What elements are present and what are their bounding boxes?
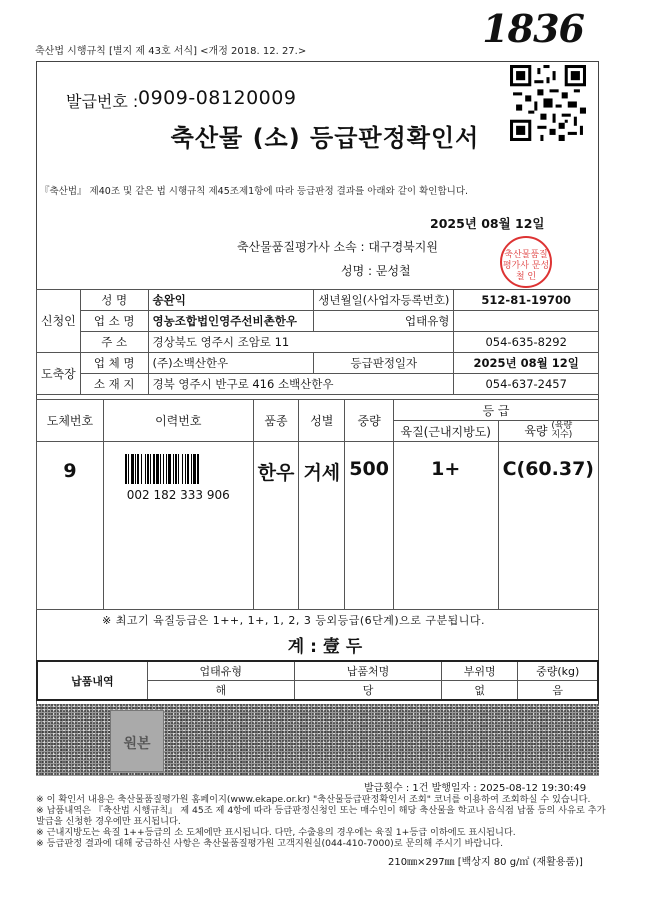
location-label: 소 재 지 xyxy=(80,374,148,395)
delivery-label: 납품내역 xyxy=(37,661,147,700)
barcode-bar xyxy=(153,454,155,484)
delivery-header-type: 업태유형 xyxy=(147,661,294,681)
breed-header: 품종 xyxy=(253,400,299,442)
grade-note: ※ 최고기 육질등급은 1++, 1+, 1, 2, 3 등외등급(6단계)으로 구분됩니다. xyxy=(102,614,486,627)
barcode-bar xyxy=(125,454,127,484)
yield-grade-header: 육량 (육량 지수) xyxy=(498,421,598,442)
delivery-table xyxy=(36,660,599,701)
company-name-label: 업 체 명 xyxy=(80,353,148,374)
delivery-header-weight: 중량(kg) xyxy=(518,661,598,681)
footnote: ※ 이 확인서 내용은 축산물품질평가원 홈페이지(www.ekape.or.kr) "축산물등급판정확인서 조회" 코너를 이용하여 조회하실 수 있습니다. xyxy=(36,794,591,805)
business-name-label: 업 소 명 xyxy=(80,311,148,332)
delivery-header-recipient: 납품처명 xyxy=(294,661,441,681)
issue-number-label: 발급번호 : xyxy=(66,92,139,111)
quality-grade-header: 육질(근내지방도) xyxy=(393,421,498,442)
footnote: ※ 등급판정 결과에 대해 궁금하신 사항은 축산물품질평가원 고객지원실(044-410-7000)로 문의해 주시기 바랍니다. xyxy=(36,838,504,849)
trace-number-header: 이력번호 xyxy=(103,400,253,442)
slaughterhouse-name: (주)소백산한우 xyxy=(148,353,314,374)
footnote: ※ 근내지방도는 육질 1++등급의 소 도체에만 표시됩니다. 다만, 수출용의 경우에는 육질 1+등급 이하에도 표시됩니다. xyxy=(36,827,516,838)
paper-spec: 210㎜×297㎜ [백상지 80 g/㎡ (재활용품)] xyxy=(388,857,583,868)
barcode-bar xyxy=(187,454,189,484)
yield-grade: C(60.37) xyxy=(498,442,598,610)
barcode-bar xyxy=(185,454,186,484)
barcode-bar xyxy=(173,454,174,484)
official-seal: 축산물품질평가사 문성철 인 xyxy=(500,236,552,288)
name-label: 성 명 xyxy=(80,290,148,311)
barcode-icon xyxy=(123,454,233,484)
barcode-bar xyxy=(128,454,129,484)
delivery-cell: 음 xyxy=(518,681,598,701)
birth-label: 생년월일(사업자등록번호) xyxy=(314,290,454,311)
business-type-label: 업태유형 xyxy=(314,311,454,332)
yield-label: 육량 xyxy=(524,423,548,438)
applicant-section-label: 신청인 xyxy=(37,290,81,353)
barcode-bar xyxy=(147,454,149,484)
business-type xyxy=(454,311,599,332)
barcode-bar xyxy=(193,454,196,484)
delivery-cell: 당 xyxy=(294,681,441,701)
sex: 거세 xyxy=(299,442,345,610)
applicant-address: 경상북도 영주시 조암로 11 xyxy=(148,332,454,353)
carcass-id-header: 도체번호 xyxy=(37,400,104,442)
original-stamp-text: 원본 xyxy=(123,736,151,752)
grading-date-label: 등급판정일자 xyxy=(314,353,454,374)
barcode-bar xyxy=(156,454,159,484)
barcode-bar xyxy=(191,454,192,484)
delivery-header-part: 부위명 xyxy=(442,661,518,681)
breed: 한우 xyxy=(253,442,299,610)
delivery-cell: 없 xyxy=(442,681,518,701)
barcode-bar xyxy=(166,454,167,484)
barcode-bar xyxy=(135,454,136,484)
barcode-bar xyxy=(163,454,164,484)
trace-cell xyxy=(103,442,253,610)
form-reference: 축산법 시행규칙 [별지 제 43호 서식] <개정 2018. 12. 27.> xyxy=(35,46,307,57)
quality-grade: 1+ xyxy=(393,442,498,610)
address-label: 주 소 xyxy=(80,332,148,353)
issue-date: 2025년 08월 12일 xyxy=(430,216,545,231)
grading-table xyxy=(36,399,599,610)
applicant-phone: 054-635-8292 xyxy=(454,332,599,353)
yield-index-label-2: 지수 xyxy=(551,430,569,441)
legal-statement: 『축산법』 제40조 및 같은 법 시행규칙 제45조제1항에 따라 등급판정 결과를 아래와 같이 확인합니다. xyxy=(40,186,469,197)
business-reg-number: 512-81-19700 xyxy=(454,290,599,311)
applicant-name: 송완익 xyxy=(148,290,314,311)
weight-header: 중량 xyxy=(345,400,394,442)
barcode-bar xyxy=(168,454,171,484)
weight: 500 xyxy=(345,442,394,610)
original-stamp xyxy=(110,710,164,772)
slaughterhouse-address: 경북 영주시 반구로 416 소백산한우 xyxy=(148,374,454,395)
barcode-bar xyxy=(160,454,161,484)
barcode-bar xyxy=(197,454,199,484)
total-count: 계 : 壹 두 xyxy=(287,637,363,657)
delivery-cell: 해 xyxy=(147,681,294,701)
barcode-bar xyxy=(145,454,146,484)
sex-header: 성별 xyxy=(299,400,345,442)
barcode-bar xyxy=(131,454,134,484)
barcode-bar xyxy=(137,454,139,484)
slaughterhouse-section-label: 도축장 xyxy=(37,353,81,395)
carcass-id: 9 xyxy=(37,442,104,610)
info-table xyxy=(36,289,599,395)
barcode-bar xyxy=(178,454,179,484)
footnote: ※ 납품내역은 『축산법 시행규칙』 제 45조 제 4항에 따라 등급판정신청인 또는 매수인이 해당 축산물을 학교나 음식점 납품 등의 사유로 추가 발급을 신청한 경우에만 표시됩니다. xyxy=(36,805,606,827)
footnotes xyxy=(36,794,606,849)
barcode-bar xyxy=(141,454,142,484)
issue-number: 0909-08120009 xyxy=(138,87,297,109)
barcode-bar xyxy=(175,454,177,484)
business-name: 영농조합법인영주선비촌한우 xyxy=(148,311,314,332)
trace-number: 002 182 333 906 xyxy=(126,488,230,502)
document-title: 축산물 (소) 등급판정확인서 xyxy=(170,124,480,152)
issuance-meta: 발급횟수 : 1건 발행일자 : 2025-08-12 19:30:49 xyxy=(364,783,587,794)
handwritten-number: 1836 xyxy=(482,6,584,51)
grader-name: 성명 : 문성철 xyxy=(341,264,411,278)
grade-header: 등 급 xyxy=(393,400,598,421)
barcode-bar xyxy=(182,454,183,484)
grader-organization: 축산물품질평가사 소속 : 대구경북지원 xyxy=(237,240,438,254)
barcode-bar xyxy=(150,454,151,484)
grading-date: 2025년 08월 12일 xyxy=(454,353,599,374)
slaughterhouse-phone: 054-637-2457 xyxy=(454,374,599,395)
yield-index-label-1: 육량 xyxy=(554,421,573,432)
